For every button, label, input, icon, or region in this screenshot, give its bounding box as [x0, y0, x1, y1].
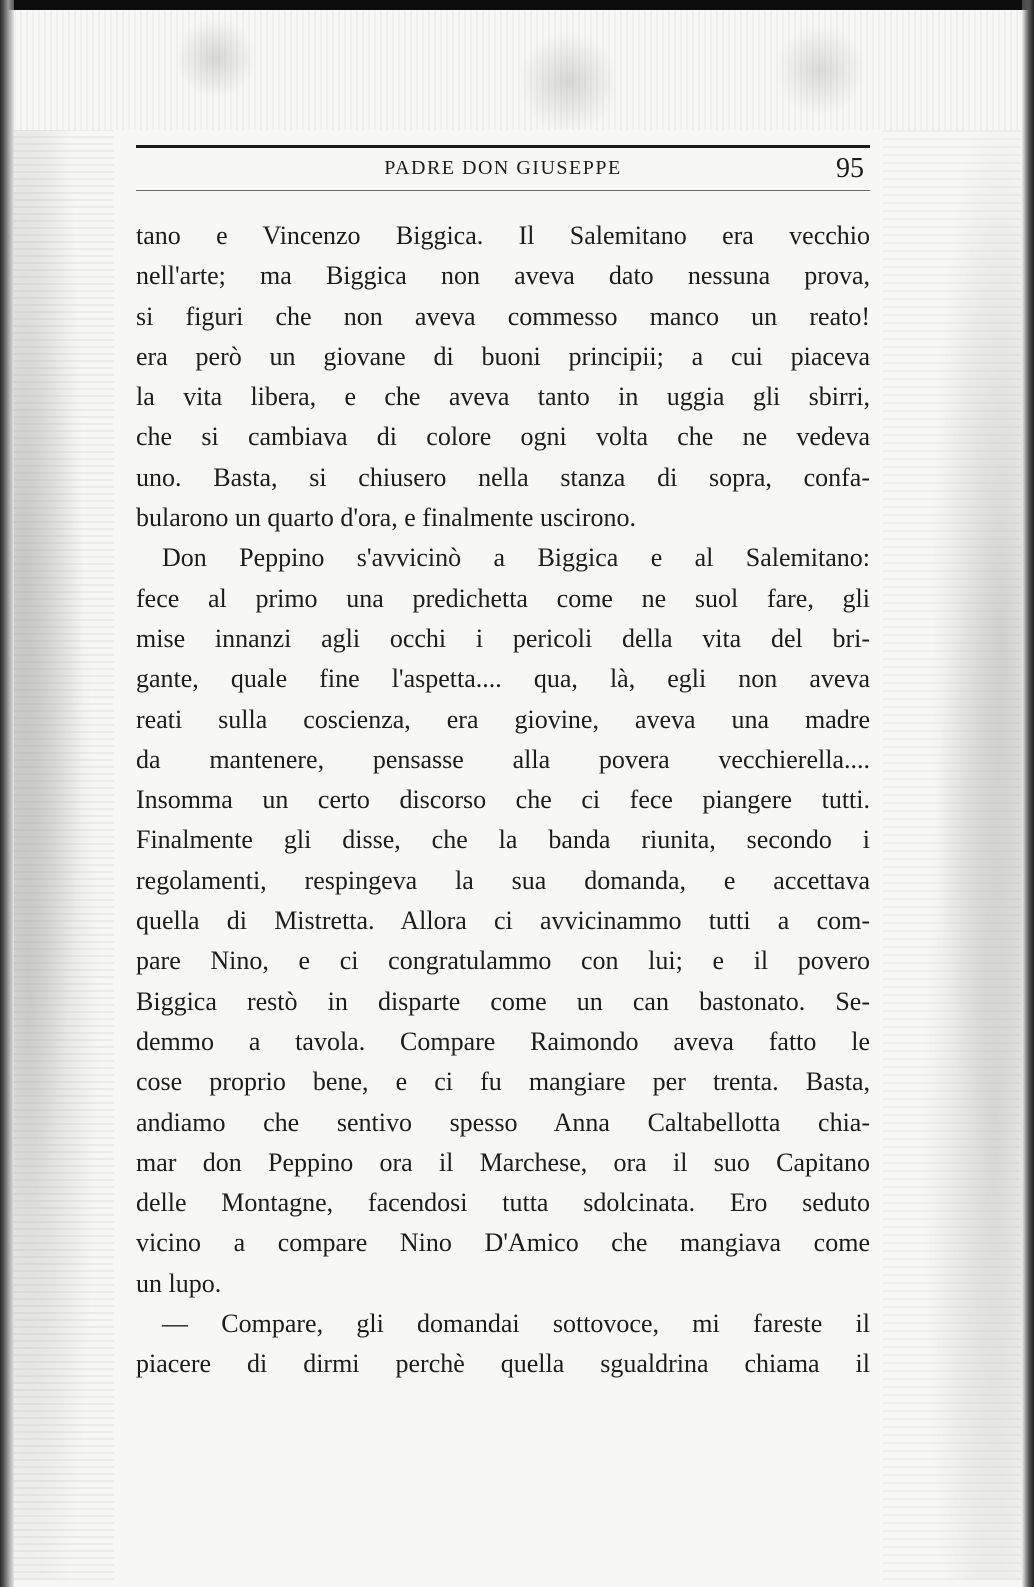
text-line: andiamo che sentivo spesso Anna Caltabellotta chia- — [136, 1107, 870, 1137]
text-line: Don Peppino s'avvicinò a Biggica e al Salemitano: — [162, 543, 870, 573]
text-line: si figuri che non aveva commesso manco un reato! — [136, 301, 870, 331]
running-head — [136, 155, 870, 187]
text-line: regolamenti, respingeva la sua domanda, e accettava — [136, 865, 870, 895]
scan-noise-left — [14, 130, 114, 1580]
text-line: delle Montagne, facendosi tutta sdolcinata. Ero seduto — [136, 1188, 870, 1218]
text-line: da mantenere, pensasse alla povera vecchierella.... — [136, 744, 870, 774]
page-number: 95 — [836, 153, 864, 184]
text-line: pare Nino, e ci congratulammo con lui; e il povero — [136, 946, 870, 976]
text-line: uno. Basta, si chiusero nella stanza di sopra, confa- — [136, 462, 870, 492]
text-line: bularono un quarto d'ora, e finalmente uscirono. — [136, 503, 636, 533]
text-line: vicino a compare Nino D'Amico che mangiava come — [136, 1228, 870, 1258]
scan-edge-left — [0, 0, 14, 1587]
scan-noise-top — [14, 10, 1022, 130]
scan-edge-right — [1022, 0, 1034, 1587]
text-line: reati sulla coscienza, era giovine, aveva una madre — [136, 704, 870, 734]
text-line: demmo a tavola. Compare Raimondo aveva fatto le — [136, 1026, 870, 1056]
header-rule-top — [136, 145, 870, 148]
text-line: Insomma un certo discorso che ci fece piangere tutti. — [136, 785, 870, 815]
text-line: quella di Mistretta. Allora ci avvicinammo tutti a com- — [136, 906, 870, 936]
text-line: era però un giovane di buoni principii; a cui piaceva — [136, 341, 870, 371]
scan-edge-top — [0, 0, 1034, 10]
text-line: gante, quale fine l'aspetta.... qua, là, egli non aveva — [136, 664, 870, 694]
text-line: piacere di dirmi perchè quella sgualdrina chiama il — [136, 1349, 870, 1379]
running-title: PADRE DON GIUSEPPE — [384, 157, 622, 179]
text-line: mise innanzi agli occhi i pericoli della vita del bri- — [136, 623, 870, 653]
text-line: tano e Vincenzo Biggica. Il Salemitano era vecchio — [136, 221, 870, 250]
text-line: Biggica restò in disparte come un can bastonato. Se- — [136, 986, 870, 1016]
text-line: la vita libera, e che aveva tanto in uggia gli sbirri, — [136, 382, 870, 412]
text-line: — Compare, gli domandai sottovoce, mi fareste il — [162, 1309, 870, 1339]
page-text — [136, 216, 870, 1385]
text-line: nell'arte; ma Biggica non aveva dato nessuna prova, — [136, 261, 870, 291]
text-line: che si cambiava di colore ogni volta che ne vedeva — [136, 422, 870, 452]
text-line: mar don Peppino ora il Marchese, ora il suo Capitano — [136, 1147, 870, 1177]
header-rule-bottom — [136, 190, 870, 191]
text-line: un lupo. — [136, 1268, 222, 1298]
text-line: cose proprio bene, e ci fu mangiare per trenta. Basta, — [136, 1067, 870, 1097]
text-line: fece al primo una predichetta come ne suol fare, gli — [136, 583, 870, 613]
text-line: Finalmente gli disse, che la banda riunita, secondo i — [136, 825, 870, 855]
scan-noise-right — [882, 130, 1022, 1580]
